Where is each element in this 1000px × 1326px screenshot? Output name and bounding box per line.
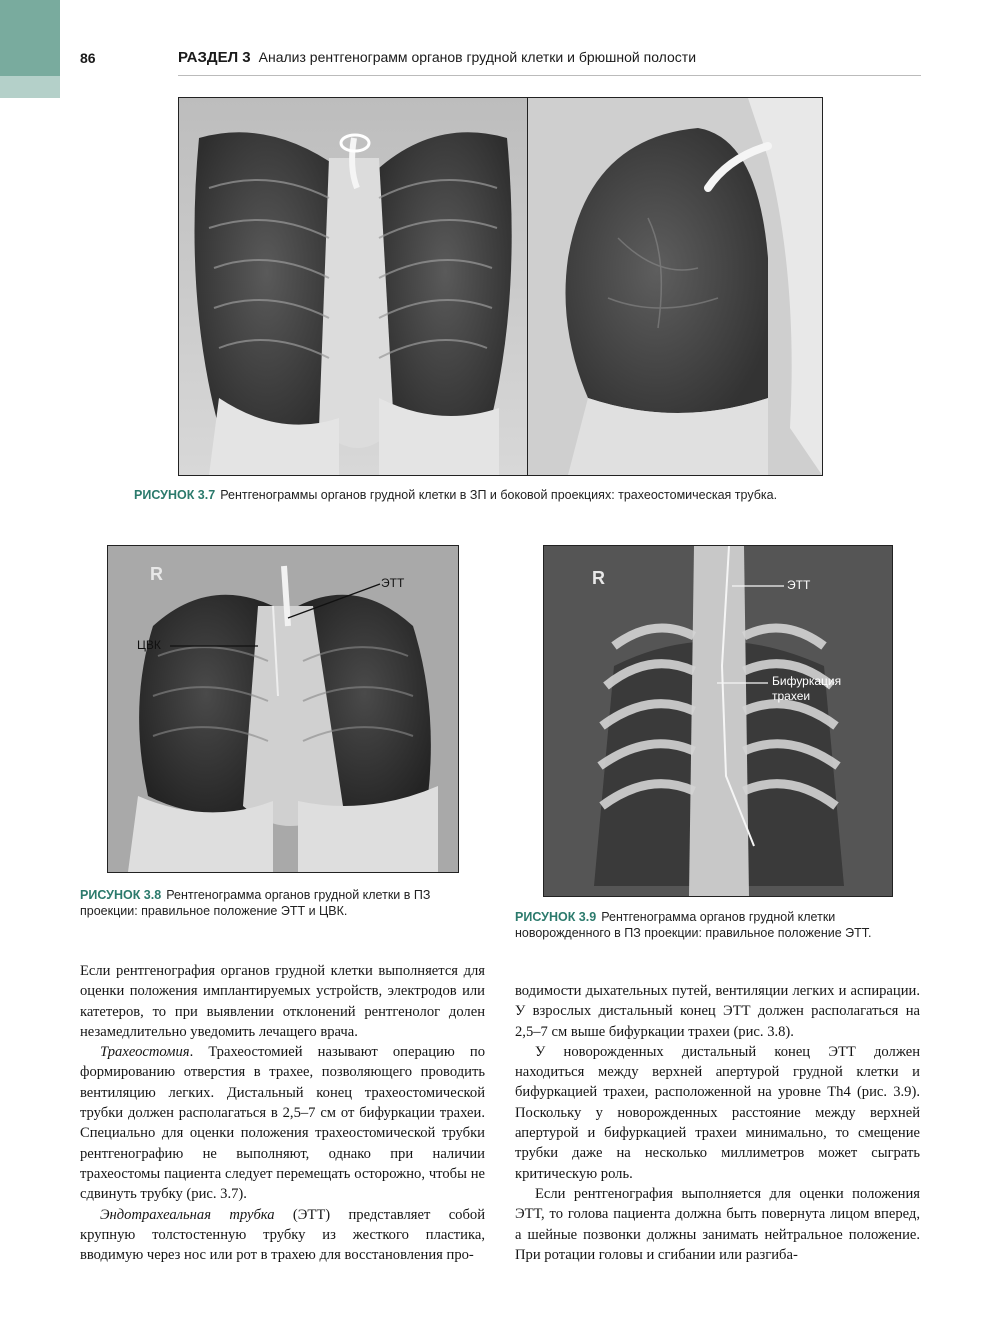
figure-3-8-caption	[80, 887, 485, 919]
figure-3-9-caption	[515, 909, 920, 941]
page-number: 86	[80, 50, 96, 66]
figure-3-8-xray	[107, 545, 459, 873]
header-rule	[178, 75, 921, 76]
figure-3-9-r-marker: R	[592, 568, 605, 588]
figure-3-8-cvk-label: ЦВК	[137, 638, 161, 652]
figure-3-7-frontal-xray	[178, 97, 528, 476]
figure-3-9-caption-text: Рентгенограмма органов грудной клетки новорожденного в ПЗ проекции: правильное положение ЭТТ.	[515, 910, 872, 940]
corner-decoration	[0, 0, 60, 98]
figure-3-9-label: РИСУНОК 3.9	[515, 910, 597, 924]
figure-3-8-r-marker: R	[150, 564, 163, 584]
figure-3-9-xray	[543, 545, 893, 897]
section-label: РАЗДЕЛ 3	[178, 49, 251, 66]
figure-3-9-bifurcation-line1: Бифуркация	[772, 674, 842, 688]
term-endotracheal-tube: Эндотрахеальная трубка	[100, 1206, 275, 1223]
figure-3-8-caption-text: Рентгенограмма органов грудной клетки в ПЗ проекции: правильное положение ЭТТ и ЦВК.	[80, 888, 431, 918]
figure-3-7-caption	[134, 487, 914, 503]
figure-3-8-label: РИСУНОК 3.8	[80, 888, 162, 902]
corner-decoration-bottom	[0, 76, 60, 98]
body-right-paragraph-2: У новорожденных дистальный конец ЭТТ должен находиться между верхней апертурой грудной клетки и бифуркацией трахеи, расположенной на уровне Th4 (рис. 3.9). Поскольку у новорожденных расстояние между верхней апертурой и бифуркацией трахеи минимально, то смещение трубки даже на несколько миллиметров может сыграть критическую роль.	[515, 1043, 920, 1182]
body-left-paragraph-2-text: . Трахеостомией называют операцию по формированию отверстия в трахее, позволяющего проводить вентиляцию легких. Дистальный конец трахеостомической трубки должен располагаться в 2,5–7 см от бифуркации трахеи. Специально для оценки положения трахеостомической трубки рентгенографию не выполняют, однако при наличии трахеостомы пациента следует перемещать осторожно, чтобы не сдвинуть трубку (рис. 3.7).	[80, 1044, 485, 1203]
section-title: Анализ рентгенограмм органов грудной клетки и брюшной полости	[258, 49, 697, 65]
body-left-paragraph-3-text: (ЭТТ) представляет собой крупную толстостенную трубку из жесткого пластика, вводимую через нос или рот в трахею для восстановления про-	[80, 1206, 485, 1264]
body-right-paragraph-1: водимости дыхательных путей, вентиляции легких и аспирации. У взрослых дистальный конец ЭТТ должен располагаться на 2,5–7 см выше бифуркации трахеи (рис. 3.8).	[515, 983, 920, 1040]
figure-3-9-ett-label: ЭТТ	[787, 578, 811, 592]
figure-3-7-caption-text: Рентгенограммы органов грудной клетки в ЗП и боковой проекциях: трахеостомическая трубка.	[220, 488, 778, 502]
figure-3-7-label: РИСУНОК 3.7	[134, 488, 216, 502]
corner-decoration-top	[0, 0, 60, 76]
body-right-column	[515, 981, 920, 1265]
body-left-paragraph-1: Если рентгенография органов грудной клетки выполняется для оценки положения имплантируемых устройств, электродов или катетеров, то при выявлении отклонений рентгенолог долен незамедлительно уведомить лечащего врача.	[80, 963, 485, 1040]
body-left-paragraph-3	[80, 1205, 485, 1266]
figure-3-7-lateral-xray	[527, 97, 823, 476]
figure-3-8-ett-label: ЭТТ	[381, 576, 405, 590]
term-tracheostomy: Трахеостомия	[100, 1044, 190, 1061]
body-right-paragraph-3: Если рентгенография выполняется для оценки положения ЭТТ, то голова пациента должна быть повернута лицом вперед, а шейные позвонки должны занимать нейтральное положение. При ротации головы и сгибании или разгиба-	[515, 1185, 920, 1263]
figure-3-9-bifurcation-label	[772, 674, 841, 704]
body-left-paragraph-2	[80, 1042, 485, 1204]
figure-3-9-bifurcation-line2: трахеи	[772, 689, 811, 703]
body-left-column	[80, 961, 485, 1265]
running-head	[178, 49, 696, 66]
